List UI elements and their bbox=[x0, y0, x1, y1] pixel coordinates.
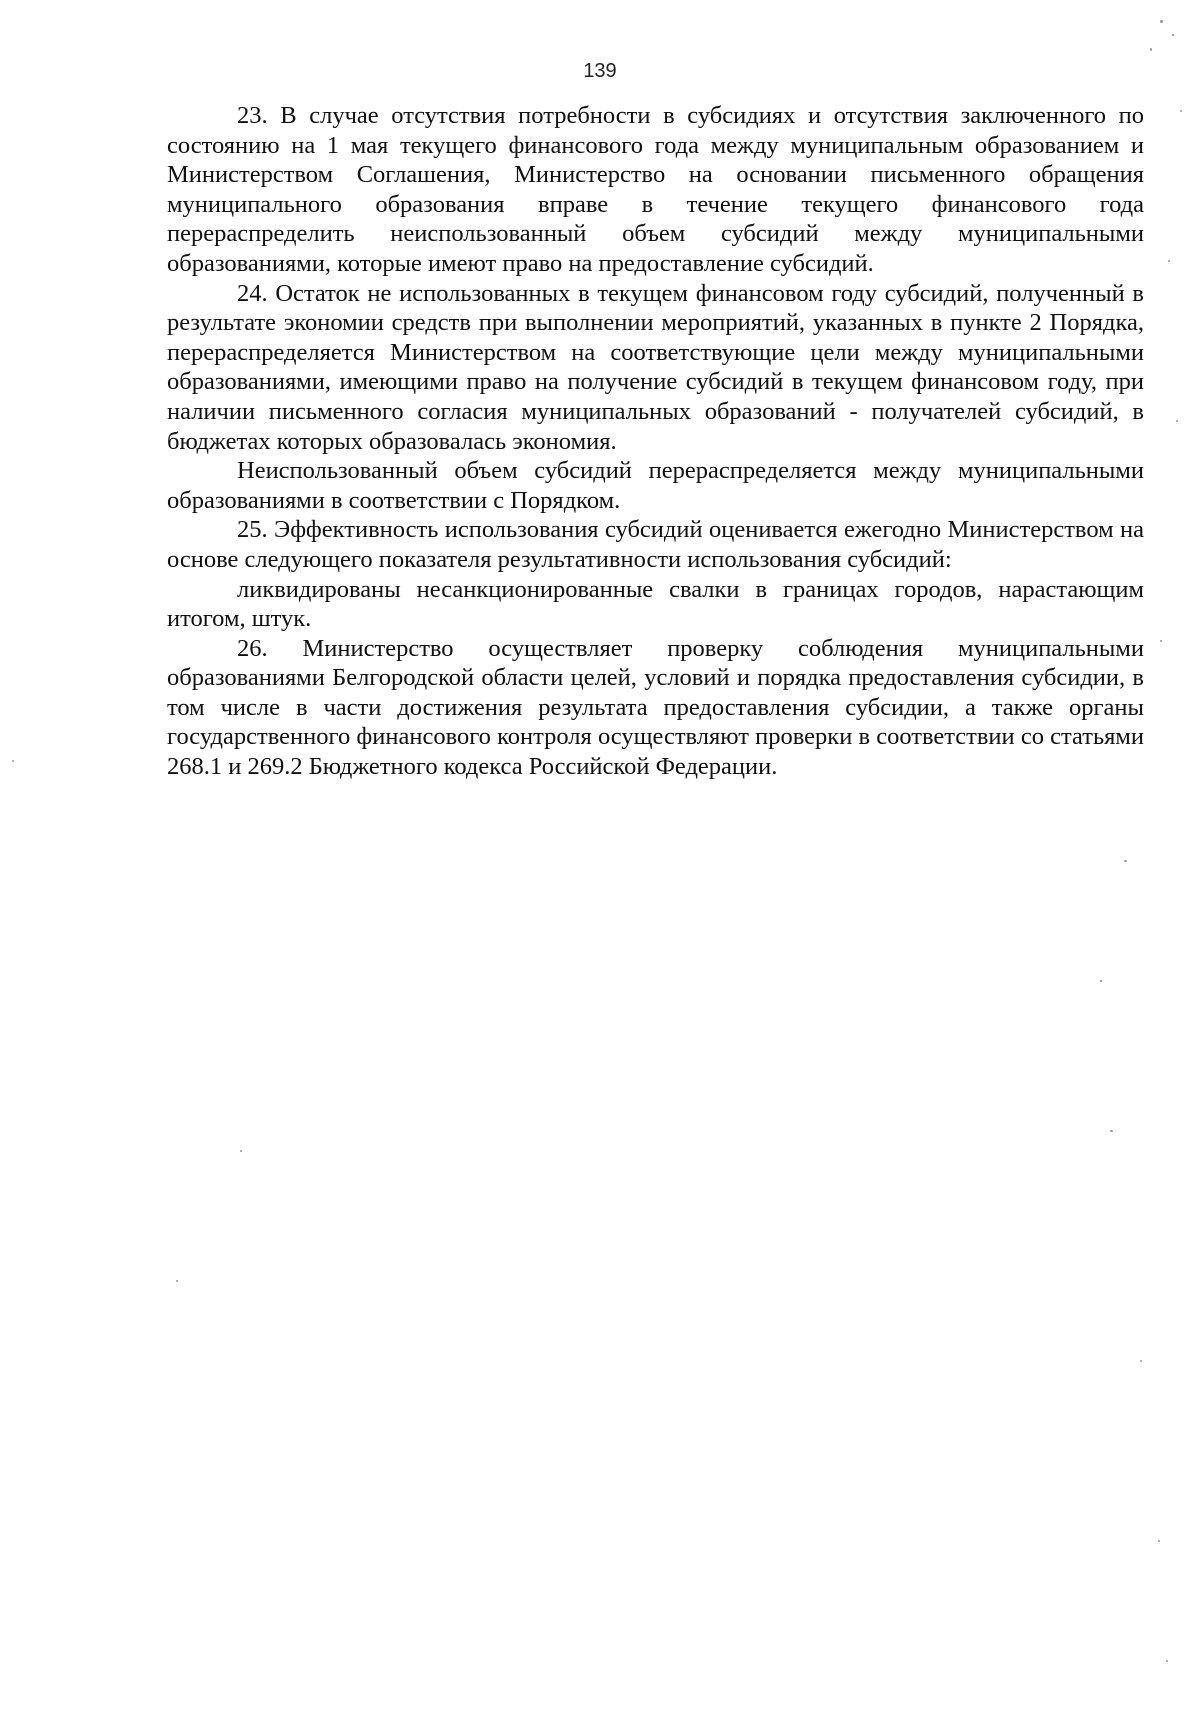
scan-speck bbox=[1110, 1130, 1113, 1132]
scan-speck bbox=[1160, 640, 1162, 642]
paragraph-26: 26. Министерство осуществляет проверку соблюдения муниципальными образованиями Белгородской области целей, условий и порядка предоставления субсидии, в том числе в части достижения результата предоставления субсидии, а также органы государственного финансового контроля осуществляют проверки в соответствии со статьями 268.1 и 269.2 Бюджетного кодекса Российской Федерации. bbox=[167, 634, 1144, 781]
paragraph-25: 25. Эффективность использования субсидий оценивается ежегодно Министерством на основе следующего показателя результативности использования субсидий: bbox=[167, 516, 1144, 573]
paragraph-redistribution: Неиспользованный объем субсидий перераспределяется между муниципальными образованиями в соответствии с Порядком. bbox=[167, 457, 1144, 514]
paragraph-24: 24. Остаток не использованных в текущем финансовом году субсидий, полученный в результате экономии средств при выполнении мероприятий, указанных в пункте 2 Порядка, перераспределяется Министерством на соответствующие цели между муниципальными образованиями, имеющими право на получение субсидий в текущем финансовом году, при наличии письменного согласия муниципальных образований - получателей субсидий, в бюджетах которых образовалась экономия. bbox=[167, 279, 1144, 455]
scan-speck bbox=[1124, 860, 1127, 862]
page-number: 139 bbox=[583, 60, 617, 82]
scan-speck bbox=[1172, 34, 1174, 36]
scan-speck bbox=[1100, 980, 1102, 982]
scan-speck bbox=[1150, 48, 1152, 51]
scan-speck bbox=[1160, 20, 1163, 23]
scan-speck bbox=[1158, 1540, 1160, 1542]
scan-speck bbox=[176, 1280, 178, 1282]
scan-speck bbox=[12, 760, 14, 762]
scan-speck bbox=[1168, 260, 1170, 262]
scan-speck bbox=[1140, 1360, 1142, 1362]
paragraph-23: 23. В случае отсутствия потребности в субсидиях и отсутствия заключенного по состоянию на 1 мая текущего финансового года между муниципальным образованием и Министерством Соглашения, Министерство на основании письменного обращения муниципального образования вправе в течение текущего финансового года перераспределить неиспользованный объем субсидий между муниципальными образованиями, которые имеют право на предоставление субсидий. bbox=[167, 102, 1144, 277]
scan-speck bbox=[1176, 420, 1178, 422]
scan-speck bbox=[1180, 110, 1182, 112]
paragraph-indicator: ликвидированы несанкционированные свалки в границах городов, нарастающим итогом, штук. bbox=[167, 575, 1144, 633]
scan-speck bbox=[1166, 1660, 1168, 1662]
scan-speck bbox=[240, 1150, 242, 1152]
document-body bbox=[167, 101, 1144, 782]
